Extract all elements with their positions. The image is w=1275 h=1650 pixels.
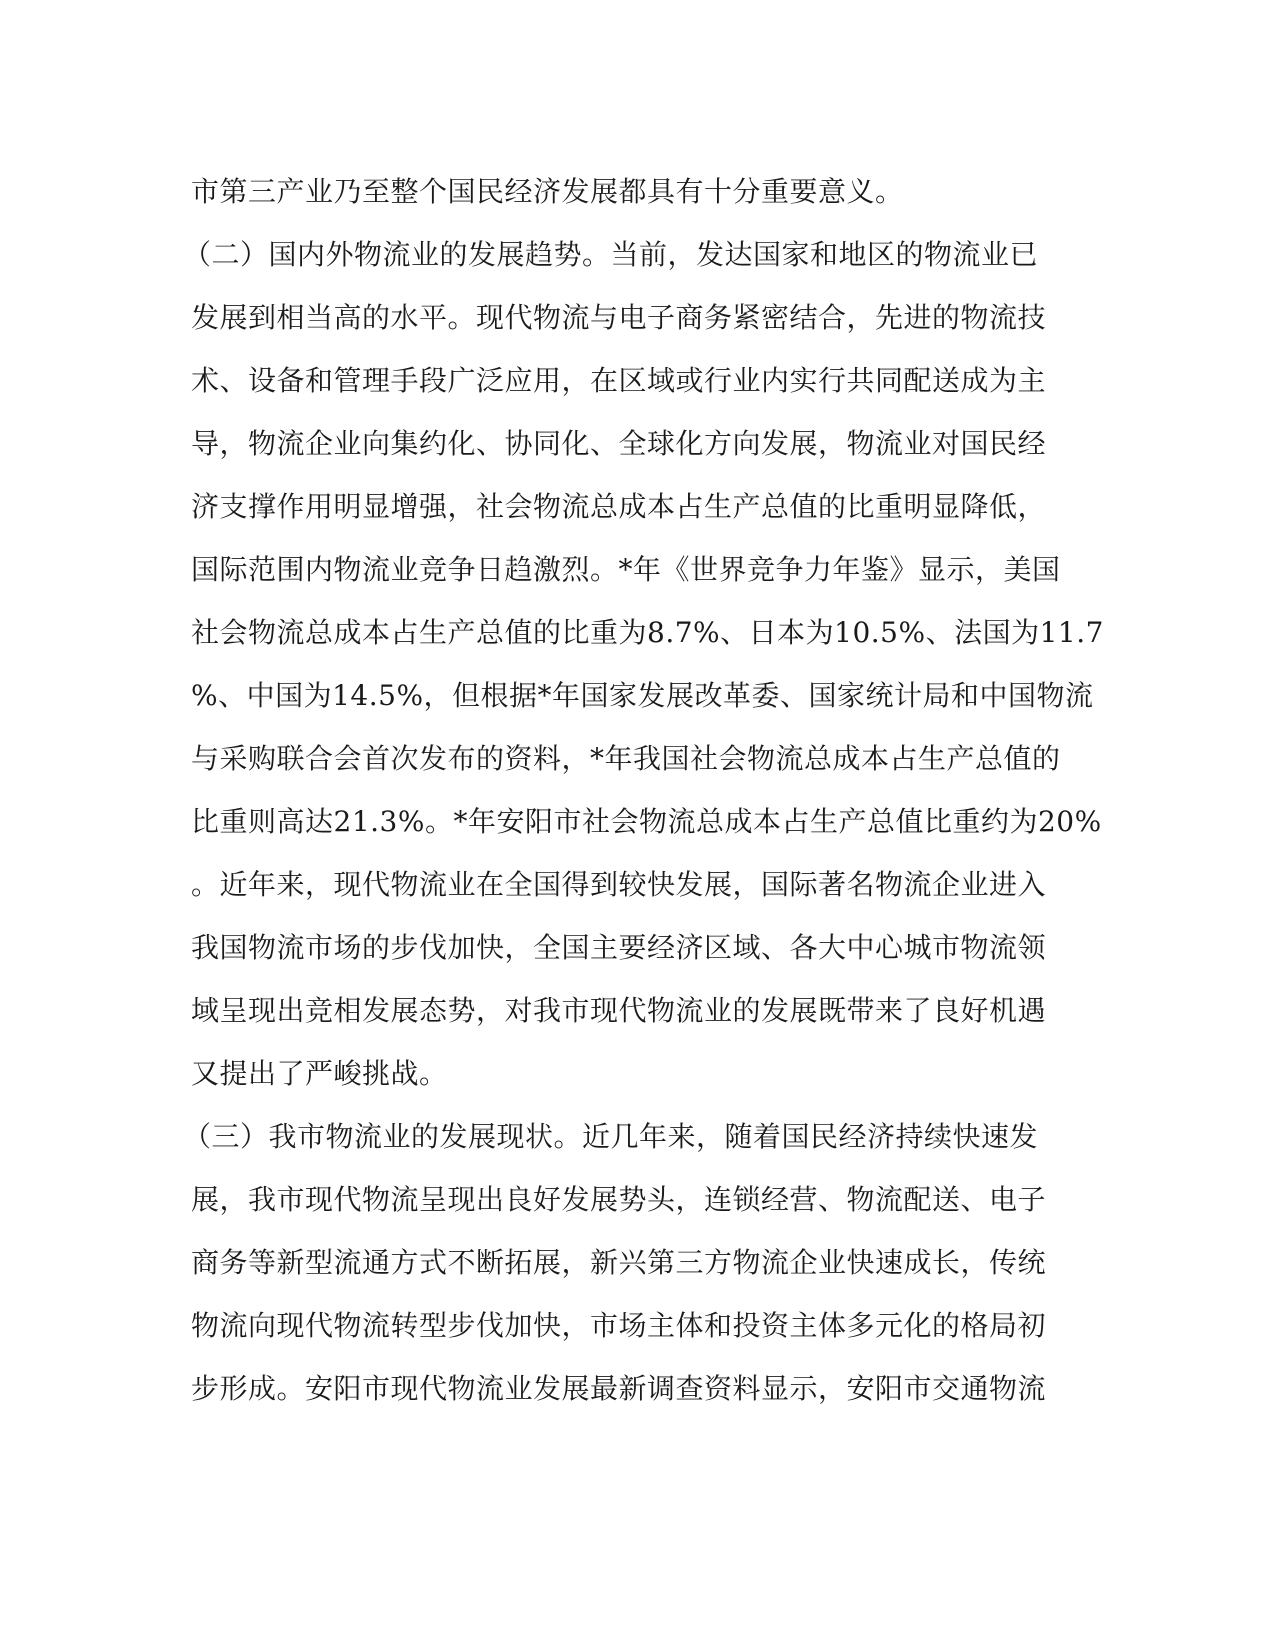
text-line: 域呈现出竞相发展态势，对我市现代物流业的发展既带来了良好机遇: [191, 994, 1047, 1027]
body-text: [183, 160, 1104, 1420]
text-line: 发展到相当高的水平。现代物流与电子商务紧密结合，先进的物流技: [191, 301, 1047, 334]
text-line: 我国物流市场的步伐加快，全国主要经济区域、各大中心城市物流领: [191, 931, 1047, 964]
text-line: 比重则高达21.3%。*年安阳市社会物流总成本占生产总值比重约为20%: [191, 805, 1102, 838]
text-line: 术、设备和管理手段广泛应用，在区域或行业内实行共同配送成为主: [191, 364, 1047, 397]
text-line: 。近年来，现代物流业在全国得到较快发展，国际著名物流企业进入: [191, 868, 1047, 901]
text-line: 物流向现代物流转型步伐加快，市场主体和投资主体多元化的格局初: [191, 1309, 1047, 1342]
text-line: 济支撑作用明显增强，社会物流总成本占生产总值的比重明显降低，: [191, 490, 1047, 523]
text-line: 又提出了严峻挑战。: [191, 1057, 448, 1090]
text-line: 国际范围内物流业竞争日趋激烈。*年《世界竞争力年鉴》显示，美国: [191, 553, 1061, 586]
text-line: 导，物流企业向集约化、协同化、全球化方向发展，物流业对国民经: [191, 427, 1047, 460]
text-line: （三）我市物流业的发展现状。近几年来，随着国民经济持续快速发: [183, 1120, 1039, 1153]
text-line: 社会物流总成本占生产总值的比重为8.7%、日本为10.5%、法国为11.7: [191, 616, 1104, 649]
text-line: 展，我市现代物流呈现出良好发展势头，连锁经营、物流配送、电子: [191, 1183, 1047, 1216]
text-line: 与采购联合会首次发布的资料，*年我国社会物流总成本占生产总值的: [191, 742, 1061, 775]
text-line: 步形成。安阳市现代物流业发展最新调查资料显示，安阳市交通物流: [191, 1372, 1047, 1405]
text-line: （二）国内外物流业的发展趋势。当前，发达国家和地区的物流业已: [183, 238, 1039, 271]
text-line: 商务等新型流通方式不断拓展，新兴第三方物流企业快速成长，传统: [191, 1246, 1047, 1279]
text-line: %、中国为14.5%，但根据*年国家发展改革委、国家统计局和中国物流: [191, 679, 1094, 712]
text-line: 市第三产业乃至整个国民经济发展都具有十分重要意义。: [191, 175, 904, 208]
